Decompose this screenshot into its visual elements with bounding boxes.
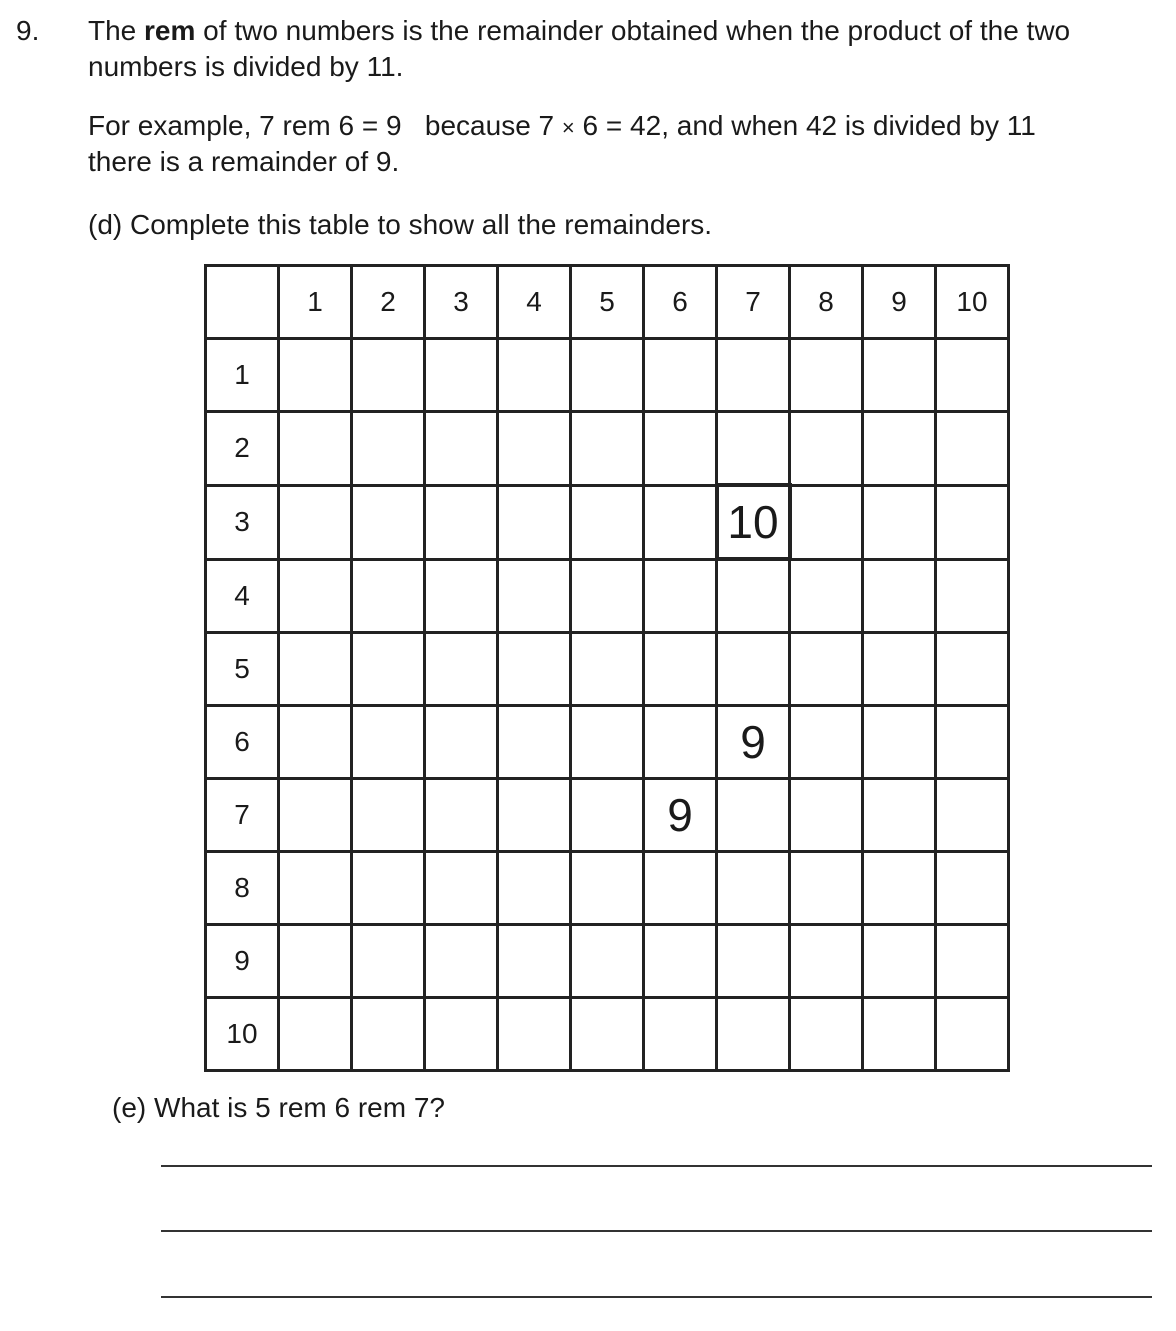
part-e-prompt <box>112 1090 445 1126</box>
table-row <box>206 706 1009 779</box>
answer-cell[interactable] <box>352 412 425 486</box>
column-header: 1 <box>279 266 352 339</box>
answer-cell[interactable] <box>790 925 863 998</box>
answer-cell[interactable] <box>936 852 1009 925</box>
answer-cell[interactable] <box>571 852 644 925</box>
answer-cell[interactable] <box>790 852 863 925</box>
answer-cell[interactable] <box>936 412 1009 486</box>
answer-cell[interactable] <box>498 339 571 412</box>
answer-cell[interactable] <box>425 852 498 925</box>
answer-cell[interactable] <box>498 559 571 633</box>
answer-cell[interactable] <box>863 925 936 998</box>
answer-line[interactable] <box>161 1296 1152 1298</box>
answer-cell[interactable] <box>425 633 498 706</box>
answer-cell[interactable]: 9 <box>644 779 717 852</box>
answer-cell[interactable] <box>498 779 571 852</box>
part-e-text: What is 5 rem 6 rem 7? <box>154 1092 445 1123</box>
question-line-2: numbers is divided by 11. <box>88 51 404 82</box>
answer-cell[interactable] <box>644 339 717 412</box>
answer-cell[interactable] <box>571 925 644 998</box>
example-line-1 <box>88 108 1036 146</box>
answer-cell[interactable] <box>717 925 790 998</box>
answer-cell[interactable] <box>717 779 790 852</box>
answer-cell[interactable] <box>863 412 936 486</box>
answer-cell[interactable] <box>498 633 571 706</box>
part-e-label: (e) <box>112 1092 147 1123</box>
answer-cell[interactable] <box>790 633 863 706</box>
answer-cell[interactable] <box>863 633 936 706</box>
answer-cell[interactable] <box>863 559 936 633</box>
answer-cell[interactable] <box>425 339 498 412</box>
answer-cell[interactable] <box>790 779 863 852</box>
answer-cell[interactable] <box>279 559 352 633</box>
answer-cell[interactable] <box>571 998 644 1071</box>
row-header: 7 <box>206 779 279 852</box>
answer-cell[interactable] <box>790 412 863 486</box>
column-header: 4 <box>498 266 571 339</box>
answer-cell[interactable] <box>279 412 352 486</box>
column-header: 9 <box>863 266 936 339</box>
answer-cell[interactable] <box>571 339 644 412</box>
table-corner-cell <box>206 266 279 339</box>
row-header: 5 <box>206 633 279 706</box>
answer-cell[interactable] <box>717 339 790 412</box>
answer-cell[interactable] <box>571 779 644 852</box>
answer-cell[interactable] <box>936 779 1009 852</box>
answer-cell[interactable] <box>425 412 498 486</box>
answer-cell[interactable] <box>936 998 1009 1071</box>
row-header: 2 <box>206 412 279 486</box>
column-header: 10 <box>936 266 1009 339</box>
answer-cell[interactable] <box>936 706 1009 779</box>
answer-cell[interactable] <box>571 706 644 779</box>
answer-cell[interactable] <box>790 998 863 1071</box>
answer-line[interactable] <box>161 1165 1152 1167</box>
answer-cell[interactable] <box>863 706 936 779</box>
answer-line[interactable] <box>161 1230 1152 1232</box>
answer-cell[interactable] <box>425 559 498 633</box>
answer-cell[interactable] <box>936 559 1009 633</box>
answer-cell[interactable] <box>863 485 936 559</box>
answer-cell[interactable] <box>644 412 717 486</box>
table-row <box>206 925 1009 998</box>
answer-cell[interactable] <box>571 559 644 633</box>
answer-cell[interactable] <box>498 485 571 559</box>
column-header: 7 <box>717 266 790 339</box>
answer-cell[interactable]: 9 <box>717 706 790 779</box>
answer-cell[interactable] <box>425 485 498 559</box>
answer-cell[interactable] <box>790 485 863 559</box>
answer-cell[interactable] <box>571 485 644 559</box>
answer-cell[interactable] <box>936 485 1009 559</box>
example-line-2: there is a remainder of 9. <box>88 146 400 177</box>
answer-cell[interactable] <box>571 633 644 706</box>
question-line-1-post: of two numbers is the remainder obtained when the product of the two <box>195 15 1071 46</box>
row-header: 3 <box>206 485 279 559</box>
answer-cell[interactable] <box>644 925 717 998</box>
row-header: 8 <box>206 852 279 925</box>
column-header: 3 <box>425 266 498 339</box>
answer-cell[interactable] <box>498 412 571 486</box>
answer-cell[interactable] <box>498 998 571 1071</box>
answer-cell[interactable] <box>644 559 717 633</box>
question-line-1-pre: The <box>88 15 145 46</box>
answer-cell[interactable] <box>352 998 425 1071</box>
part-d-label: (d) <box>88 209 123 240</box>
column-header: 8 <box>790 266 863 339</box>
answer-cell[interactable] <box>790 339 863 412</box>
answer-cell[interactable] <box>644 706 717 779</box>
answer-cell[interactable] <box>790 706 863 779</box>
answer-cell[interactable] <box>644 485 717 559</box>
answer-cell[interactable] <box>498 706 571 779</box>
answer-cell[interactable] <box>279 925 352 998</box>
answer-cell[interactable] <box>425 998 498 1071</box>
answer-cell[interactable] <box>352 559 425 633</box>
example-b: 6 = 42, and when 42 is divided by 11 <box>574 110 1036 141</box>
question-line-1 <box>88 13 1070 49</box>
row-header: 9 <box>206 925 279 998</box>
answer-cell[interactable] <box>936 633 1009 706</box>
answer-cell[interactable] <box>425 779 498 852</box>
table-row <box>206 339 1009 412</box>
answer-cell[interactable] <box>352 633 425 706</box>
answer-cell[interactable] <box>352 925 425 998</box>
question-number: 9. <box>16 15 40 46</box>
row-header: 10 <box>206 998 279 1071</box>
answer-cell[interactable] <box>644 852 717 925</box>
table-header-row <box>206 266 1009 339</box>
answer-cell[interactable] <box>863 779 936 852</box>
answer-cell[interactable] <box>936 339 1009 412</box>
table-row <box>206 779 1009 852</box>
row-header: 4 <box>206 559 279 633</box>
example-a: For example, 7 rem 6 = 9 because 7 <box>88 110 562 141</box>
part-d-text: Complete this table to show all the remainders. <box>130 209 713 240</box>
answer-cell[interactable] <box>863 339 936 412</box>
answer-cell[interactable] <box>279 339 352 412</box>
answer-cell[interactable] <box>644 998 717 1071</box>
answer-cell[interactable] <box>717 412 790 486</box>
answer-cell[interactable] <box>717 559 790 633</box>
table-row <box>206 485 1009 559</box>
table-row <box>206 559 1009 633</box>
times-sign: × <box>561 115 575 140</box>
answer-cell[interactable] <box>936 925 1009 998</box>
column-header: 6 <box>644 266 717 339</box>
table-row <box>206 998 1009 1071</box>
answer-cell[interactable] <box>425 706 498 779</box>
answer-cell[interactable] <box>279 998 352 1071</box>
answer-cell[interactable] <box>352 706 425 779</box>
answer-cell[interactable] <box>279 485 352 559</box>
answer-cell[interactable] <box>790 559 863 633</box>
answer-cell[interactable] <box>279 633 352 706</box>
answer-cell[interactable] <box>498 925 571 998</box>
answer-cell[interactable] <box>498 852 571 925</box>
part-d-prompt <box>88 207 712 243</box>
answer-cell[interactable] <box>352 779 425 852</box>
answer-cell[interactable]: 10 <box>717 485 790 559</box>
row-header: 1 <box>206 339 279 412</box>
answer-cell[interactable] <box>352 485 425 559</box>
answer-cell[interactable] <box>644 633 717 706</box>
answer-cell[interactable] <box>279 779 352 852</box>
answer-cell[interactable] <box>279 852 352 925</box>
answer-cell[interactable] <box>571 412 644 486</box>
answer-cell[interactable] <box>279 706 352 779</box>
answer-cell[interactable] <box>717 852 790 925</box>
column-header: 2 <box>352 266 425 339</box>
answer-cell[interactable] <box>425 925 498 998</box>
table-row <box>206 852 1009 925</box>
answer-cell[interactable] <box>717 998 790 1071</box>
remainder-table <box>204 264 1010 1072</box>
row-header: 6 <box>206 706 279 779</box>
answer-cell[interactable] <box>352 852 425 925</box>
answer-cell[interactable] <box>717 633 790 706</box>
answer-cell[interactable] <box>863 852 936 925</box>
answer-cell[interactable] <box>863 998 936 1071</box>
table-row <box>206 412 1009 486</box>
column-header: 5 <box>571 266 644 339</box>
answer-cell[interactable] <box>352 339 425 412</box>
rem-term: rem <box>144 15 196 46</box>
table-row <box>206 633 1009 706</box>
